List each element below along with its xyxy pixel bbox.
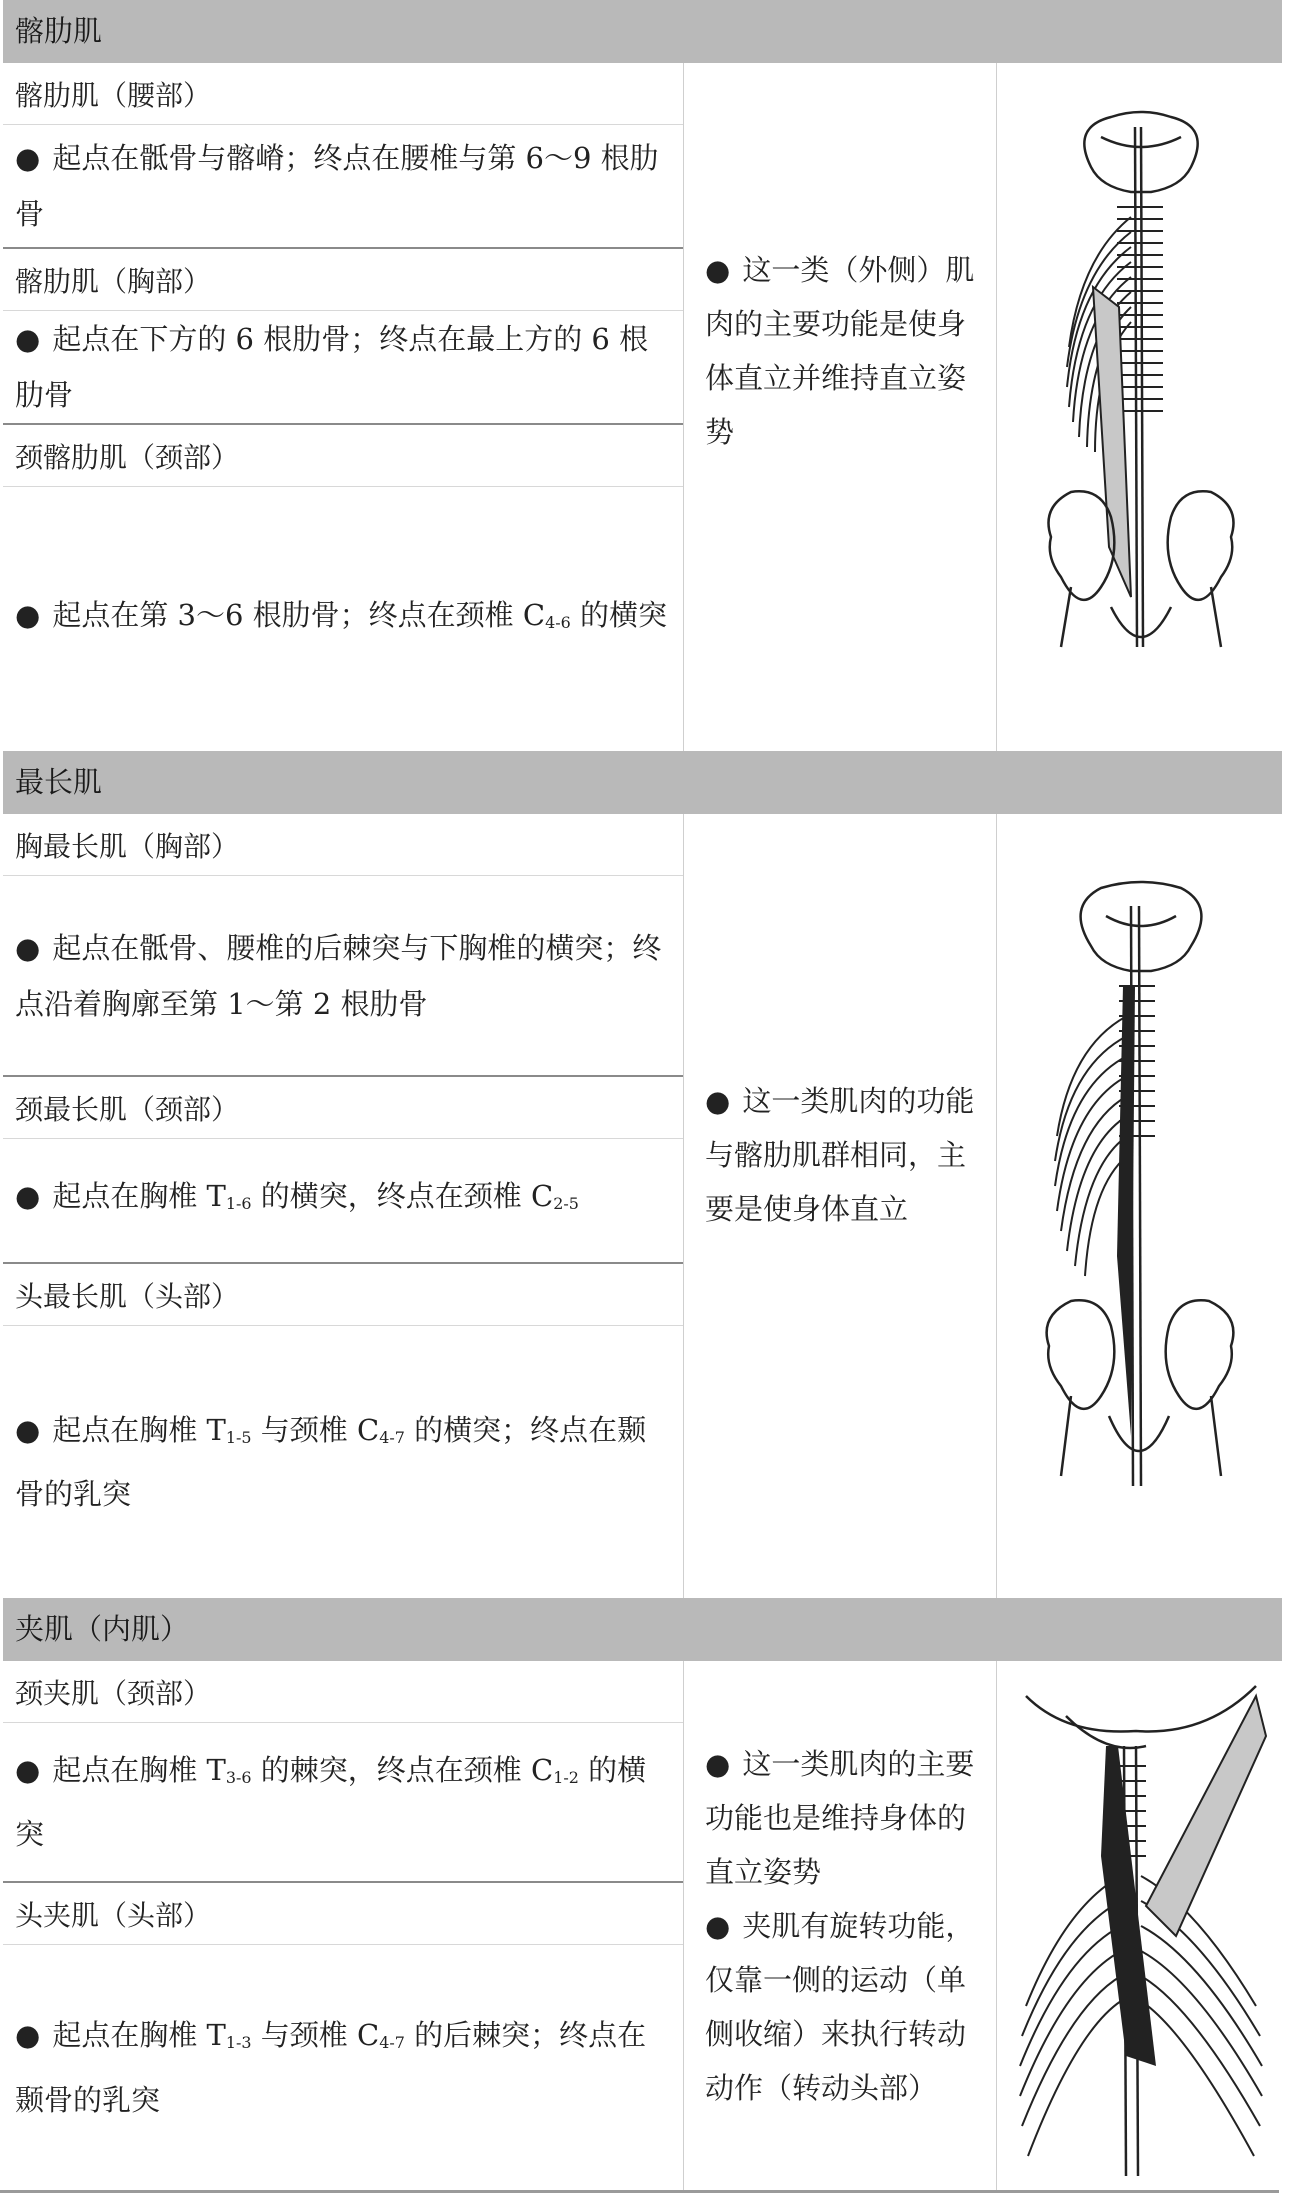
function-cell <box>685 63 997 751</box>
description-text: 起点在胸椎 T <box>52 1752 226 1787</box>
illustration-cell <box>999 63 1282 751</box>
muscle-description <box>3 125 683 249</box>
bullet-icon: ● <box>705 253 731 287</box>
muscle-list <box>3 1661 684 2190</box>
bullet-icon: ● <box>705 1746 731 1781</box>
subscript: 2-5 <box>553 1194 579 1214</box>
section-iliocostalis <box>3 0 1282 751</box>
neck-splenius-icon <box>1006 1676 1276 2176</box>
section-splenius <box>3 1598 1282 2190</box>
illustration-cell <box>999 814 1282 1598</box>
bullet-icon: ● <box>15 1412 41 1447</box>
bullet-icon: ● <box>15 930 41 965</box>
function-cell <box>685 1661 997 2190</box>
description-text: 起点在第 3～6 根肋骨；终点在颈椎 C <box>52 597 546 632</box>
bottom-divider <box>0 2190 1279 2193</box>
subscript: 1-6 <box>225 1194 252 1214</box>
subscript: 4-6 <box>545 613 571 633</box>
description-text: 起点在下方的 6 根肋骨；终点在最上方的 6 根肋骨 <box>15 322 649 412</box>
description-text: 起点在胸椎 T <box>52 1179 226 1214</box>
muscle-subtitle: 颈夹肌（颈部） <box>3 1661 683 1723</box>
description-text: 起点在胸椎 T <box>52 1412 226 1447</box>
muscle-description <box>3 487 683 751</box>
bullet-icon: ● <box>15 597 41 632</box>
muscle-subtitle: 颈髂肋肌（颈部） <box>3 425 683 487</box>
section-longissimus <box>3 751 1282 1598</box>
description-text: 的横突 <box>15 1752 647 1852</box>
bullet-icon: ● <box>15 2018 41 2053</box>
section-header: 最长肌 <box>3 751 1282 814</box>
bullet-icon: ● <box>15 1179 41 1214</box>
bullet-icon: ● <box>15 322 41 356</box>
muscle-list <box>3 63 684 751</box>
muscle-subtitle: 头最长肌（头部） <box>3 1264 683 1326</box>
spine-iliocostalis-icon <box>1031 107 1251 707</box>
muscle-description <box>3 1139 683 1264</box>
subscript: 1-3 <box>225 2033 252 2053</box>
subscript: 1-2 <box>553 1768 579 1788</box>
spine-longissimus-icon <box>1031 876 1251 1536</box>
subscript: 3-6 <box>225 1768 252 1788</box>
description-text: 起点在骶骨与髂嵴；终点在腰椎与第 6～9 根肋骨 <box>15 141 659 231</box>
muscle-subtitle: 颈最长肌（颈部） <box>3 1077 683 1139</box>
description-text: 与颈椎 C <box>251 2018 380 2053</box>
function-cell <box>685 814 997 1598</box>
muscle-description <box>3 1723 683 1883</box>
description-text: 的横突，终点在颈椎 C <box>251 1179 554 1214</box>
description-text: 起点在骶骨、腰椎的后棘突与下胸椎的横突；终点沿着胸廓至第 1～第 2 根肋骨 <box>15 930 662 1021</box>
description-text: 起点在胸椎 T <box>52 2018 226 2053</box>
description-text: 的横突 <box>570 597 667 632</box>
muscle-description <box>3 311 683 425</box>
muscle-subtitle: 头夹肌（头部） <box>3 1883 683 1945</box>
muscle-description <box>3 1945 683 2190</box>
section-header: 夹肌（内肌） <box>3 1598 1282 1661</box>
muscle-description <box>3 1326 683 1598</box>
subscript: 4-7 <box>379 1428 405 1448</box>
subscript: 4-7 <box>379 2033 405 2053</box>
illustration-cell <box>999 1661 1282 2190</box>
muscle-description <box>3 876 683 1077</box>
function-text: 这一类（外侧）肌肉的主要功能是使身体直立并维持直立姿势 <box>705 253 975 449</box>
description-text: 的横突；终点在颞骨的乳突 <box>15 1412 647 1512</box>
description-text: 与颈椎 C <box>251 1412 380 1447</box>
muscle-list <box>3 814 684 1598</box>
bullet-icon: ● <box>705 1908 731 1943</box>
section-header: 髂肋肌 <box>3 0 1282 63</box>
bullet-icon: ● <box>15 1752 41 1787</box>
function-text: 这一类肌肉的主要功能也是维持身体的直立姿势 <box>705 1746 975 1889</box>
bullet-icon: ● <box>705 1084 731 1118</box>
subscript: 1-5 <box>225 1428 252 1448</box>
muscle-subtitle: 髂肋肌（胸部） <box>3 249 683 311</box>
muscle-subtitle: 胸最长肌（胸部） <box>3 814 683 876</box>
function-text: 夹肌有旋转功能，仅靠一侧的运动（单侧收缩）来执行转动动作（转动头部） <box>705 1908 975 2105</box>
bullet-icon: ● <box>15 141 41 175</box>
muscle-subtitle: 髂肋肌（腰部） <box>3 63 683 125</box>
description-text: 的棘突，终点在颈椎 C <box>251 1752 554 1787</box>
description-text: 的后棘突；终点在颞骨的乳突 <box>15 2018 647 2117</box>
function-text: 这一类肌肉的功能与髂肋肌群相同，主要是使身体直立 <box>705 1084 975 1226</box>
